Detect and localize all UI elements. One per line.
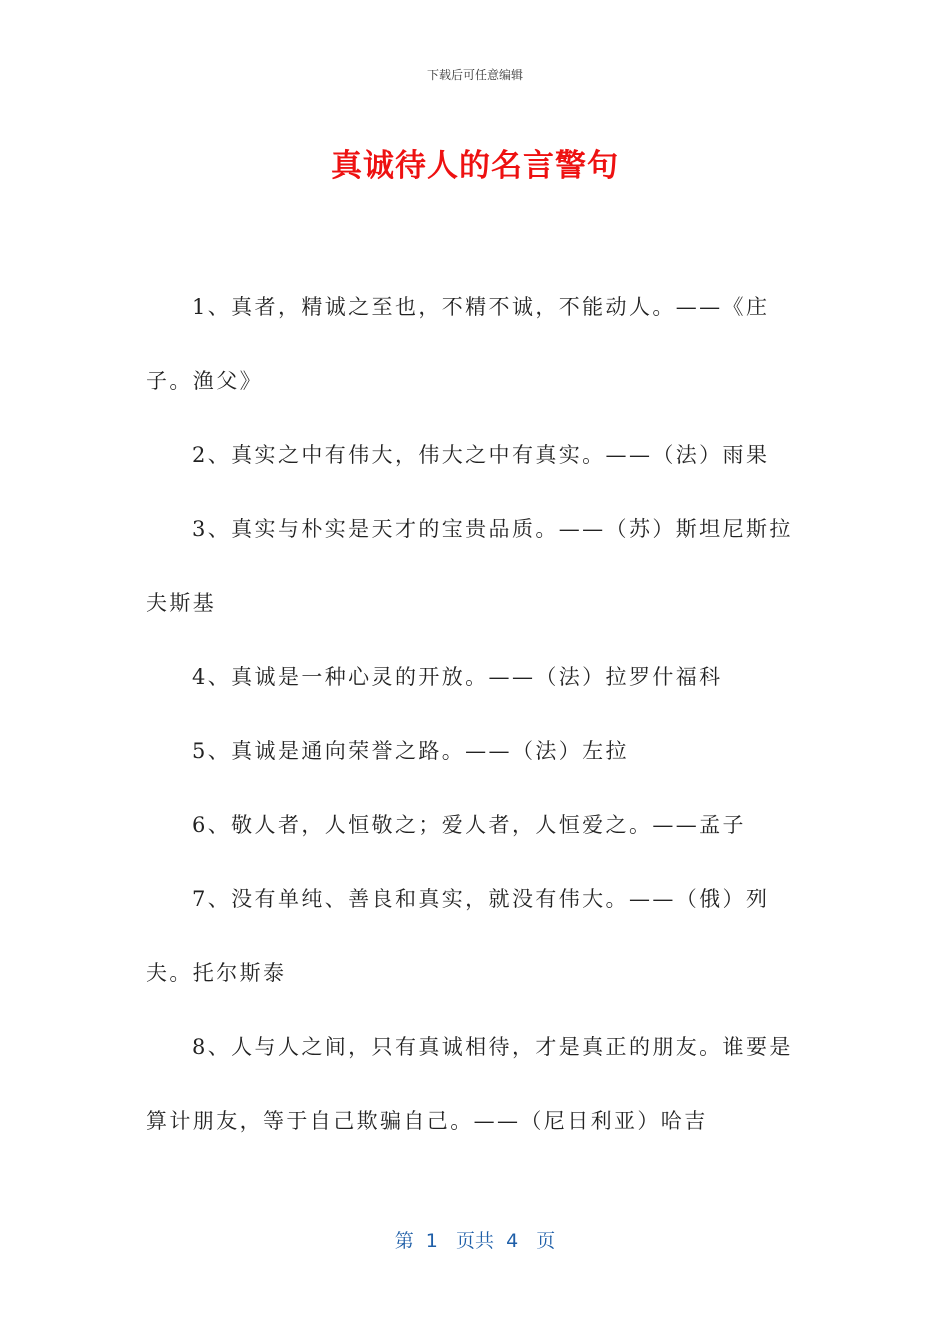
quote-paragraph: 5、真诚是通向荣誉之路。——（法）左拉 — [192, 739, 629, 763]
quote-paragraph: 4、真诚是一种心灵的开放。——（法）拉罗什福科 — [192, 665, 723, 689]
quote-list — [146, 270, 816, 1158]
quote-paragraph: 3、真实与朴实是天才的宝贵品质。——（苏）斯坦尼斯拉夫斯基 — [146, 517, 793, 615]
page-title: 真诚待人的名言警句 — [331, 148, 619, 184]
quote-paragraph: 2、真实之中有伟大，伟大之中有真实。——（法）雨果 — [192, 443, 770, 467]
quote-paragraph: 6、敬人者，人恒敬之；爱人者，人恒爱之。——孟子 — [192, 813, 746, 837]
quote-paragraph: 7、没有单纯、善良和真实，就没有伟大。——（俄）列夫。托尔斯泰 — [146, 887, 770, 985]
header-note: 下载后可任意编辑 — [426, 68, 523, 82]
quote-paragraph: 8、人与人之间，只有真诚相待，才是真正的朋友。谁要是算计朋友，等于自己欺骗自己。——（尼日利亚）哈吉 — [146, 1035, 793, 1133]
page-number-footer: 第 1 页共 4 页 — [394, 1230, 556, 1252]
quote-paragraph: 1、真者，精诚之至也，不精不诚，不能动人。——《庄子。渔父》 — [146, 295, 770, 393]
